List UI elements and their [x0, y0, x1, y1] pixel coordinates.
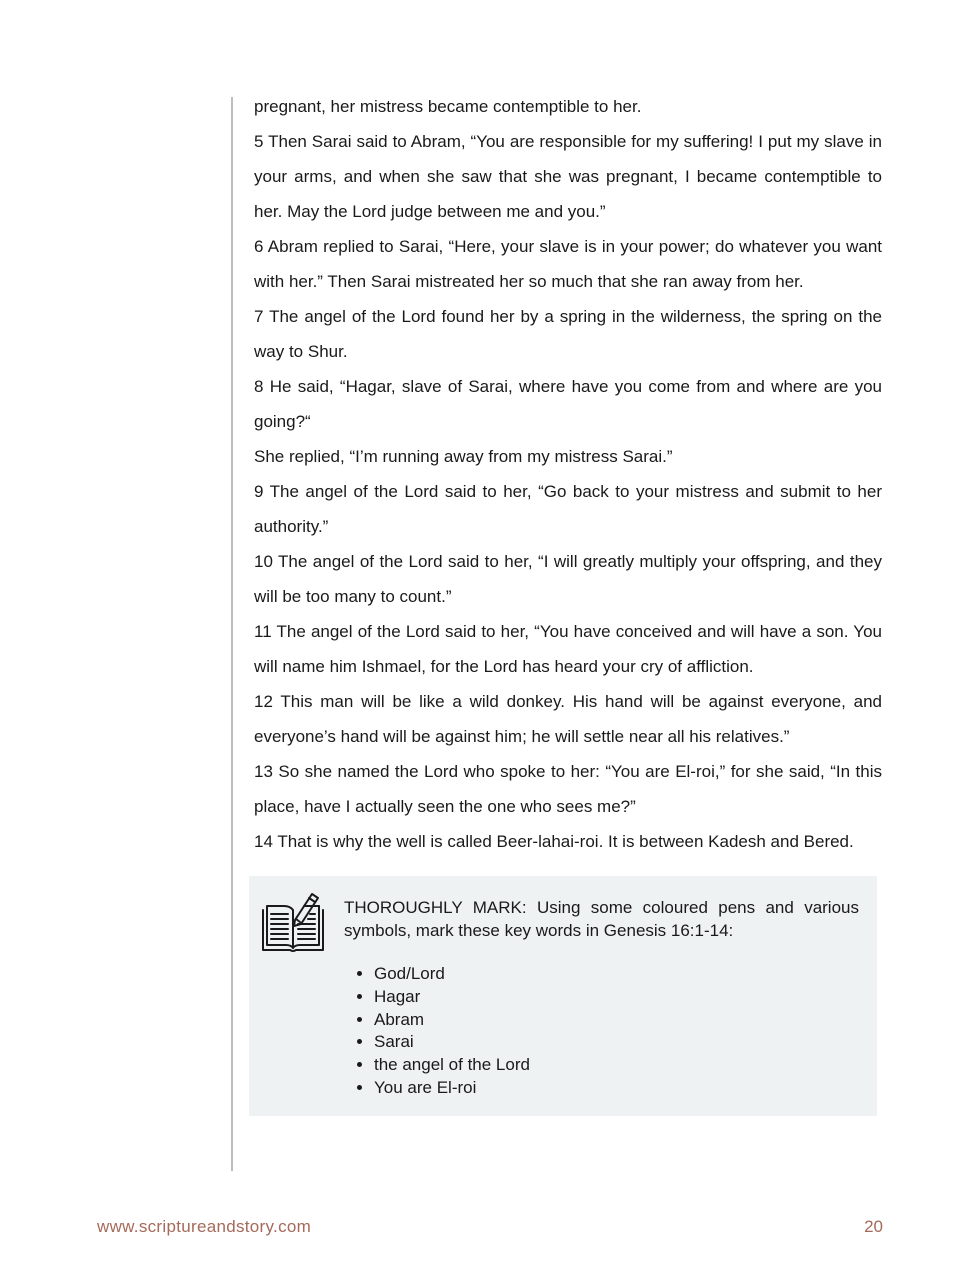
keyword-item: • Sarai	[374, 1031, 530, 1054]
passage-paragraph: pregnant, her mistress became contemptible to her.	[254, 97, 642, 116]
margin-rule	[231, 97, 233, 1171]
passage-paragraph: 10 The angel of the Lord said to her, “I will greatly multiply your offspring, and they will be too many to count.”	[254, 552, 882, 606]
thoroughly-mark-box	[249, 876, 877, 1116]
passage-paragraph: 7 The angel of the Lord found her by a spring in the wilderness, the spring on the way to Shur.	[254, 307, 882, 361]
passage-paragraph: 8 He said, “Hagar, slave of Sarai, where have you come from and where are you going?“	[254, 377, 882, 431]
keyword-item: • You are El-roi	[374, 1077, 530, 1100]
keyword-list	[344, 963, 530, 1100]
passage-paragraph: 12 This man will be like a wild donkey. His hand will be against everyone, and everyone’s hand will be against him; he will settle near all his relatives.”	[254, 692, 882, 746]
keyword-item: • Abram	[374, 1009, 530, 1032]
passage-paragraph: 14 That is why the well is called Beer-lahai-roi. It is between Kadesh and Bered.	[254, 832, 854, 851]
passage-paragraph: 5 Then Sarai said to Abram, “You are responsible for my suffering! I put my slave in your arms, and when she saw that she was pregnant, I became contemptible to her. May the Lord judge between me and you.”	[254, 132, 882, 221]
passage-paragraph: She replied, “I’m running away from my mistress Sarai.”	[254, 447, 673, 466]
footer-website: www.scriptureandstory.com	[97, 1217, 312, 1236]
open-book-with-pencil-icon	[260, 888, 326, 954]
page-number: 20	[864, 1217, 883, 1236]
keyword-item: • Hagar	[374, 986, 530, 1009]
passage-paragraph: 6 Abram replied to Sarai, “Here, your slave is in your power; do whatever you want with her.” Then Sarai mistreated her so much that she ran away from her.	[254, 237, 882, 291]
mark-instruction: THOROUGHLY MARK: Using some coloured pens and various symbols, mark these key words in Genesis 16:1-14:	[344, 898, 859, 940]
keyword-item: • the angel of the Lord	[374, 1054, 530, 1077]
scripture-passage	[254, 89, 882, 859]
keyword-item: • God/Lord	[374, 963, 530, 986]
passage-paragraph: 9 The angel of the Lord said to her, “Go back to your mistress and submit to her authority.”	[254, 482, 882, 536]
passage-paragraph: 13 So she named the Lord who spoke to her: “You are El-roi,” for she said, “In this place, have I actually seen the one who sees me?”	[254, 762, 882, 816]
passage-paragraph: 11 The angel of the Lord said to her, “You have conceived and will have a son. You will name him Ishmael, for the Lord has heard your cry of affliction.	[254, 622, 882, 676]
